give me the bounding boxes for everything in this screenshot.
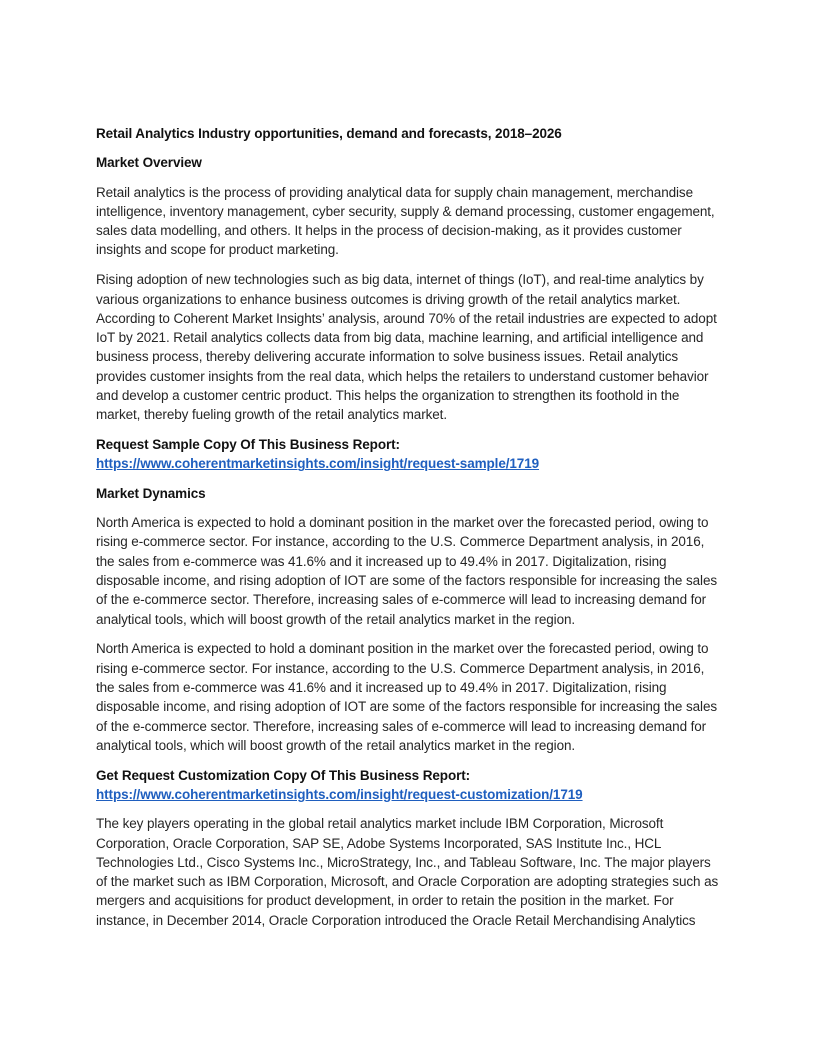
sample-request-label: Request Sample Copy Of This Business Report: bbox=[96, 437, 400, 453]
overview-paragraph-2: Rising adoption of new technologies such as big data, internet of things (IoT), and real-time analytics by various organizations to enhance business outcomes is driving growth of the retail analytics market. According to Coherent Market Insights’ analysis, around 70% of the retail industries are expected to adopt IoT by 2021. Retail analytics collects data from big data, machine learning, and artificial intelligence and business process, thereby delivering accurate information to solve business issues. Retail analytics provides customer insights from the real data, which helps the retailers to understand customer behavior and develop a customer centric product. This helps the organization to strengthen its foothold in the market, thereby fueling growth of the retail analytics market. bbox=[96, 272, 717, 423]
sample-request-link[interactable]: https://www.coherentmarketinsights.com/insight/request-sample/1719 bbox=[96, 456, 540, 472]
customization-request-link[interactable]: https://www.coherentmarketinsights.com/insight/request-customization/1719 bbox=[96, 786, 583, 802]
customization-request-block bbox=[96, 766, 724, 805]
key-players-paragraph: The key players operating in the global retail analytics market include IBM Corporation, Microsoft Corporation, Oracle Corporation, SAP SE, Adobe Systems Incorporated, SAS Institute Inc., HCL Technologies Ltd., Cisco Systems Inc., MicroStrategy, Inc., and Tableau Software, Inc. The major players of the market such as IBM Corporation, Microsoft, and Oracle Corporation are adopting strategies such as mergers and acquisitions for product development, in order to retain the position in the market. For instance, in December 2014, Oracle Corporation introduced the Oracle Retail Merchandising Analytics bbox=[96, 816, 719, 928]
overview-paragraph-1: Retail analytics is the process of providing analytical data for supply chain management, merchandise intelligence, inventory management, cyber security, supply & demand processing, customer engagement, sales data modelling, and others. It helps in the process of decision-making, as it provides customer insights and scope for product marketing. bbox=[96, 184, 715, 258]
market-overview-heading: Market Overview bbox=[96, 155, 202, 171]
sample-request-block bbox=[96, 435, 724, 474]
customization-request-label: Get Request Customization Copy Of This Business Report: bbox=[96, 767, 471, 783]
dynamics-paragraph-1: North America is expected to hold a dominant position in the market over the forecasted period, owing to rising e-commerce sector. For instance, according to the U.S. Commerce Department analysis, in 2016, the sales from e-commerce was 41.6% and it increased up to 49.4% in 2017. Digitalization, rising disposable income, and rising adoption of IOT are some of the factors responsible for increasing the sales of the e-commerce sector. Therefore, increasing sales of e-commerce will lead to increasing demand for analytical tools, which will boost growth of the retail analytics market in the region. bbox=[96, 515, 718, 627]
dynamics-paragraph-2: North America is expected to hold a dominant position in the market over the forecasted period, owing to rising e-commerce sector. For instance, according to the U.S. Commerce Department analysis, in 2016, the sales from e-commerce was 41.6% and it increased up to 49.4% in 2017. Digitalization, rising disposable income, and rising adoption of IOT are some of the factors responsible for increasing the sales of the e-commerce sector. Therefore, increasing sales of e-commerce will lead to increasing demand for analytical tools, which will boost growth of the retail analytics market in the region. bbox=[96, 641, 718, 753]
document-page bbox=[96, 124, 724, 940]
document-title: Retail Analytics Industry opportunities, demand and forecasts, 2018–2026 bbox=[96, 126, 562, 141]
market-dynamics-heading: Market Dynamics bbox=[96, 485, 206, 501]
